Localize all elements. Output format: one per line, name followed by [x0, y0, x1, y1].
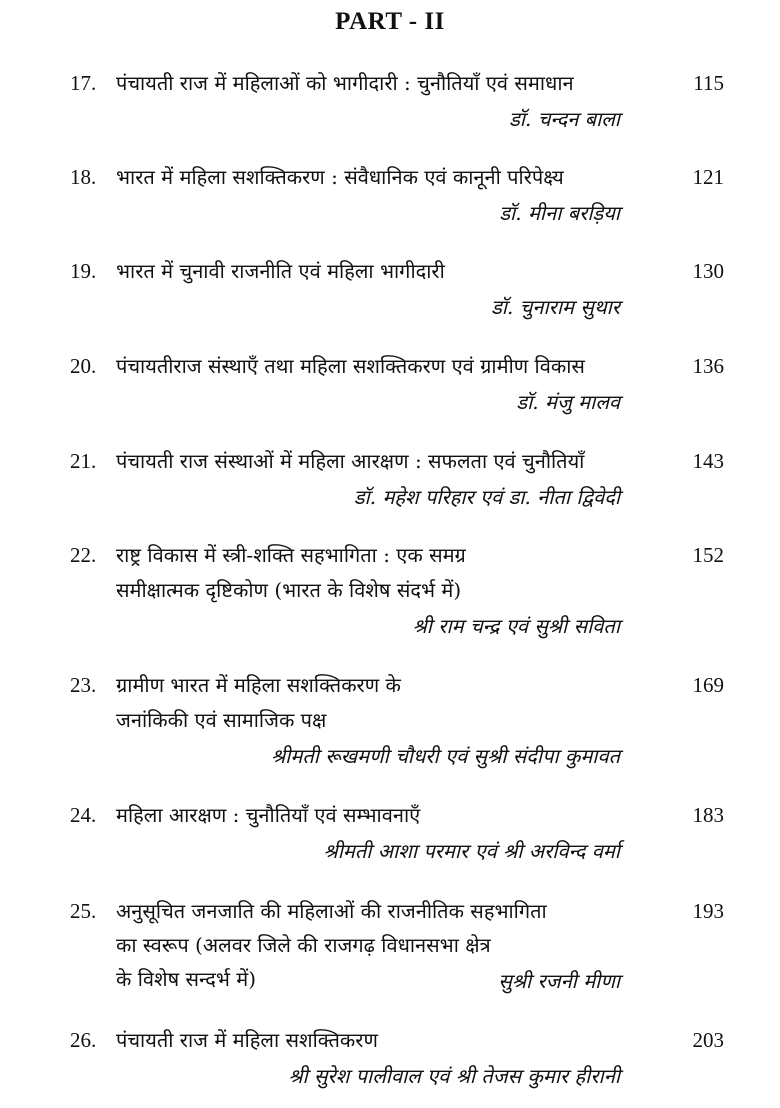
entry-number: 26. [70, 1028, 97, 1052]
entry-page-number: 169 [692, 673, 724, 697]
entry-author: श्री सुरेश पालीवाल एवं श्री तेजस कुमार हीरानी [288, 1064, 620, 1088]
entry-number: 20. [70, 354, 97, 378]
entry-title: पंचायतीराज संस्थाएँ तथा महिला सशक्तिकरण एवं ग्रामीण विकास [116, 354, 585, 378]
entry-title-continued: जनांकिकी एवं सामाजिक पक्ष [116, 708, 327, 732]
entry-author: डॉ. मंजु मालव [516, 390, 620, 414]
entry-number: 18. [70, 165, 97, 189]
entry-number: 22. [70, 543, 97, 567]
entry-page-number: 115 [693, 71, 724, 95]
entry-title: ग्रामीण भारत में महिला सशक्तिकरण के [116, 673, 401, 697]
entry-page-number: 143 [692, 449, 724, 473]
entry-author: डॉ. चुनाराम सुथार [491, 295, 620, 319]
entry-title: महिला आरक्षण : चुनौतियाँ एवं सम्भावनाएँ [116, 803, 421, 827]
entry-page-number: 203 [692, 1028, 724, 1052]
entry-author: श्री राम चन्द्र एवं सुश्री सविता [412, 614, 620, 638]
entry-title: पंचायती राज संस्थाओं में महिला आरक्षण : सफलता एवं चुनौतियाँ [116, 449, 585, 473]
entry-title: राष्ट्र विकास में स्त्री-शक्ति सहभागिता : एक समग्र [116, 543, 466, 567]
entry-title-continued: के विशेष सन्दर्भ में) [116, 967, 257, 991]
entry-number: 17. [70, 71, 97, 95]
entry-author: डॉ. चन्दन बाला [509, 107, 620, 131]
entry-number: 24. [70, 803, 97, 827]
entry-page-number: 183 [692, 803, 724, 827]
entry-title: भारत में महिला सशक्तिकरण : संवैधानिक एवं कानूनी परिपेक्ष्य [116, 165, 564, 189]
entry-title-continued: का स्वरूप (अलवर जिले की राजगढ़ विधानसभा क्षेत्र [116, 933, 491, 957]
entry-author: डॉ. मीना बरड़िया [499, 201, 620, 225]
entry-page-number: 193 [692, 899, 724, 923]
entry-title: अनुसूचित जनजाति की महिलाओं की राजनीतिक सहभागिता [116, 899, 547, 923]
entry-author: श्रीमती रूखमणी चौधरी एवं सुश्री संदीपा कुमावत [271, 744, 620, 768]
entry-page-number: 136 [692, 354, 724, 378]
entry-number: 19. [70, 259, 97, 283]
entry-number: 21. [70, 449, 97, 473]
entry-page-number: 130 [692, 259, 724, 283]
entry-title: भारत में चुनावी राजनीति एवं महिला भागीदारी [116, 259, 445, 283]
entry-title-continued: समीक्षात्मक दृष्टिकोण (भारत के विशेष संदर्भ में) [116, 578, 462, 602]
entry-number: 25. [70, 899, 97, 923]
entry-number: 23. [70, 673, 97, 697]
entry-page-number: 121 [692, 165, 724, 189]
entry-author: डॉ. महेश परिहार एवं डा. नीता द्विवेदी [353, 485, 620, 509]
entry-page-number: 152 [692, 543, 724, 567]
entry-author: श्रीमती आशा परमार एवं श्री अरविन्द वर्मा [323, 839, 620, 863]
entry-author: सुश्री रजनी मीणा [498, 969, 620, 993]
entry-title: पंचायती राज में महिलाओं को भागीदारी : चुनौतियाँ एवं समाधान [116, 71, 574, 95]
page-title: PART - II [335, 8, 445, 35]
entry-title: पंचायती राज में महिला सशक्तिकरण [116, 1028, 378, 1052]
